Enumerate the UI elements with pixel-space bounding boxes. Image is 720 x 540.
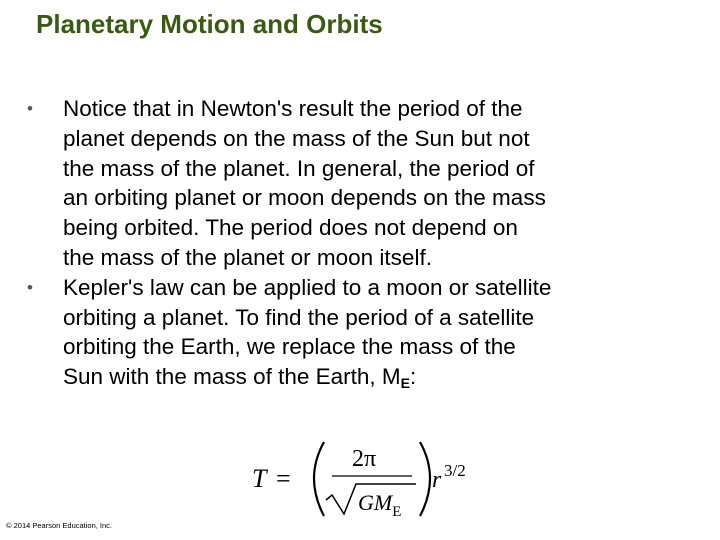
formula-numerator: 2π bbox=[352, 446, 377, 472]
bullet-line: an orbiting planet or moon depends on the mass bbox=[63, 185, 546, 211]
formula-equals: = bbox=[276, 464, 291, 493]
formula-exponent: 3/2 bbox=[444, 461, 466, 480]
bullet-line-suffix: : bbox=[410, 364, 417, 390]
bullet-item-kepler bbox=[27, 273, 697, 399]
bullet-dot-icon: • bbox=[27, 277, 33, 297]
bullet-line-text: Sun with the mass of the Earth, M bbox=[63, 364, 401, 390]
bullet-line: the mass of the planet or moon itself. bbox=[63, 244, 432, 270]
period-formula bbox=[248, 438, 478, 520]
bullet-line: the mass of the planet. In general, the period of bbox=[63, 155, 535, 181]
formula-lhs: T bbox=[252, 464, 267, 493]
bullet-line: being orbited. The period does not depend on bbox=[63, 215, 518, 241]
slide-title: Planetary Motion and Orbits bbox=[36, 9, 383, 39]
bullet-line: Notice that in Newton's result the period of the bbox=[63, 96, 523, 121]
earth-subscript: E bbox=[400, 375, 410, 392]
copyright-footer: © 2014 Pearson Education, Inc. bbox=[6, 521, 113, 530]
formula-denominator bbox=[358, 490, 401, 520]
denominator-main: GM bbox=[358, 490, 393, 515]
bullet-item-newton bbox=[27, 94, 697, 273]
left-paren bbox=[314, 442, 324, 516]
bullet-line: orbiting the Earth, we replace the mass of the bbox=[63, 334, 516, 360]
bullet-dot-icon: • bbox=[27, 99, 33, 118]
bullet-line: planet depends on the mass of the Sun but not bbox=[63, 125, 530, 151]
denominator-sub: E bbox=[392, 504, 402, 520]
formula-factor: r bbox=[432, 467, 442, 493]
bullet-line-last bbox=[63, 362, 697, 399]
bullet-list bbox=[27, 94, 697, 399]
bullet-line: orbiting a planet. To find the period of a satellite bbox=[63, 304, 535, 330]
bullet-line: Kepler's law can be applied to a moon or satellite bbox=[63, 274, 552, 300]
right-paren bbox=[420, 442, 430, 516]
